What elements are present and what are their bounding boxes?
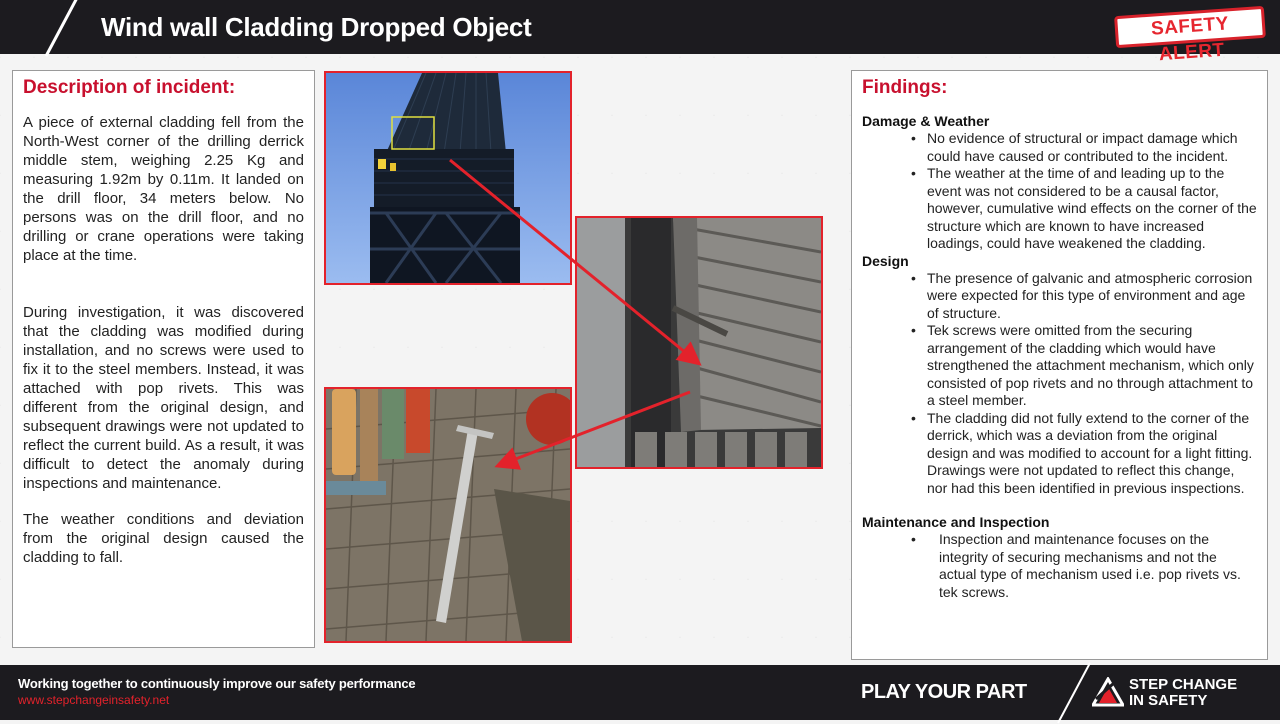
brand-name-line-2: IN SAFETY xyxy=(1129,692,1208,709)
footer-tagline: Working together to continuously improve our safety performance xyxy=(18,676,416,691)
page-title: Wind wall Cladding Dropped Object xyxy=(101,12,532,42)
finding-item: • The cladding did not fully extend to the corner of the derrick, which was a deviation from the original design and was modified to account for a light fitting. Drawings were not updated to reflect this change, nor had this been identified in previous inspections. xyxy=(927,410,1257,498)
findings-section-maintenance: Maintenance and Inspection xyxy=(862,514,1050,530)
finding-item: • The weather at the time of and leading up to the event was not considered to be a causal factor, however, cumulative wind effects on the corner of the structure which are known to have increased loadings, could have weakened the cladding. xyxy=(927,165,1257,253)
finding-item: • No evidence of structural or impact damage which could have caused or contributed to the incident. xyxy=(927,130,1257,165)
findings-section-damage-weather: Damage & Weather xyxy=(862,113,990,129)
findings-panel xyxy=(851,70,1268,660)
findings-heading: Findings: xyxy=(862,77,948,98)
footer-website-link[interactable]: www.stepchangeinsafety.net xyxy=(18,693,170,707)
findings-list-design xyxy=(862,270,1257,498)
description-paragraph-1: A piece of external cladding fell from the North-West corner of the drilling derrick middle stem, weighing 2.25 Kg and measuring 1.92m by 0.11m. It landed on the drill floor, 34 meters below. No persons was on the drill floor, and no drilling or crane operations were taking place at the time. xyxy=(23,114,304,264)
findings-list-maintenance xyxy=(862,531,1257,601)
safety-alert-badge: SAFETY ALERT xyxy=(1114,6,1266,48)
description-heading: Description of incident: xyxy=(23,77,236,98)
footer-divider xyxy=(1057,663,1091,724)
description-paragraph-2: During investigation, it was discovered that the cladding was modified during installation, and no screws were used to fix it to the steel members. Instead, it was attached with pop rivets. This was different from the original design, and subsequent drawings were not updated to reflect the current build. As a result, it was difficult to detect the anomaly during inspections and maintenance. xyxy=(23,304,304,492)
finding-item: • Tek screws were omitted from the securing arrangement of the cladding which would have strengthened the attachment mechanism, which only consisted of pop rivets and no through attachment to a steel member. xyxy=(927,322,1257,410)
description-paragraph-3: The weather conditions and deviation from the original design caused the cladding to fall. xyxy=(23,511,304,566)
footer-bar xyxy=(0,665,1280,720)
campaign-slogan: PLAY YOUR PART xyxy=(861,681,1027,703)
step-change-logo-icon xyxy=(1092,677,1124,707)
brand-name-line-1: STEP CHANGE xyxy=(1129,676,1238,693)
finding-item: • The presence of galvanic and atmospheric corrosion were expected for this type of environment and age of structure. xyxy=(927,270,1257,323)
findings-section-design: Design xyxy=(862,252,909,269)
finding-item: • Inspection and maintenance focuses on the integrity of securing mechanisms and not the actual type of mechanism used i.e. pop rivets vs. tek screws. xyxy=(939,531,1257,601)
findings-list-damage-weather xyxy=(862,130,1257,253)
